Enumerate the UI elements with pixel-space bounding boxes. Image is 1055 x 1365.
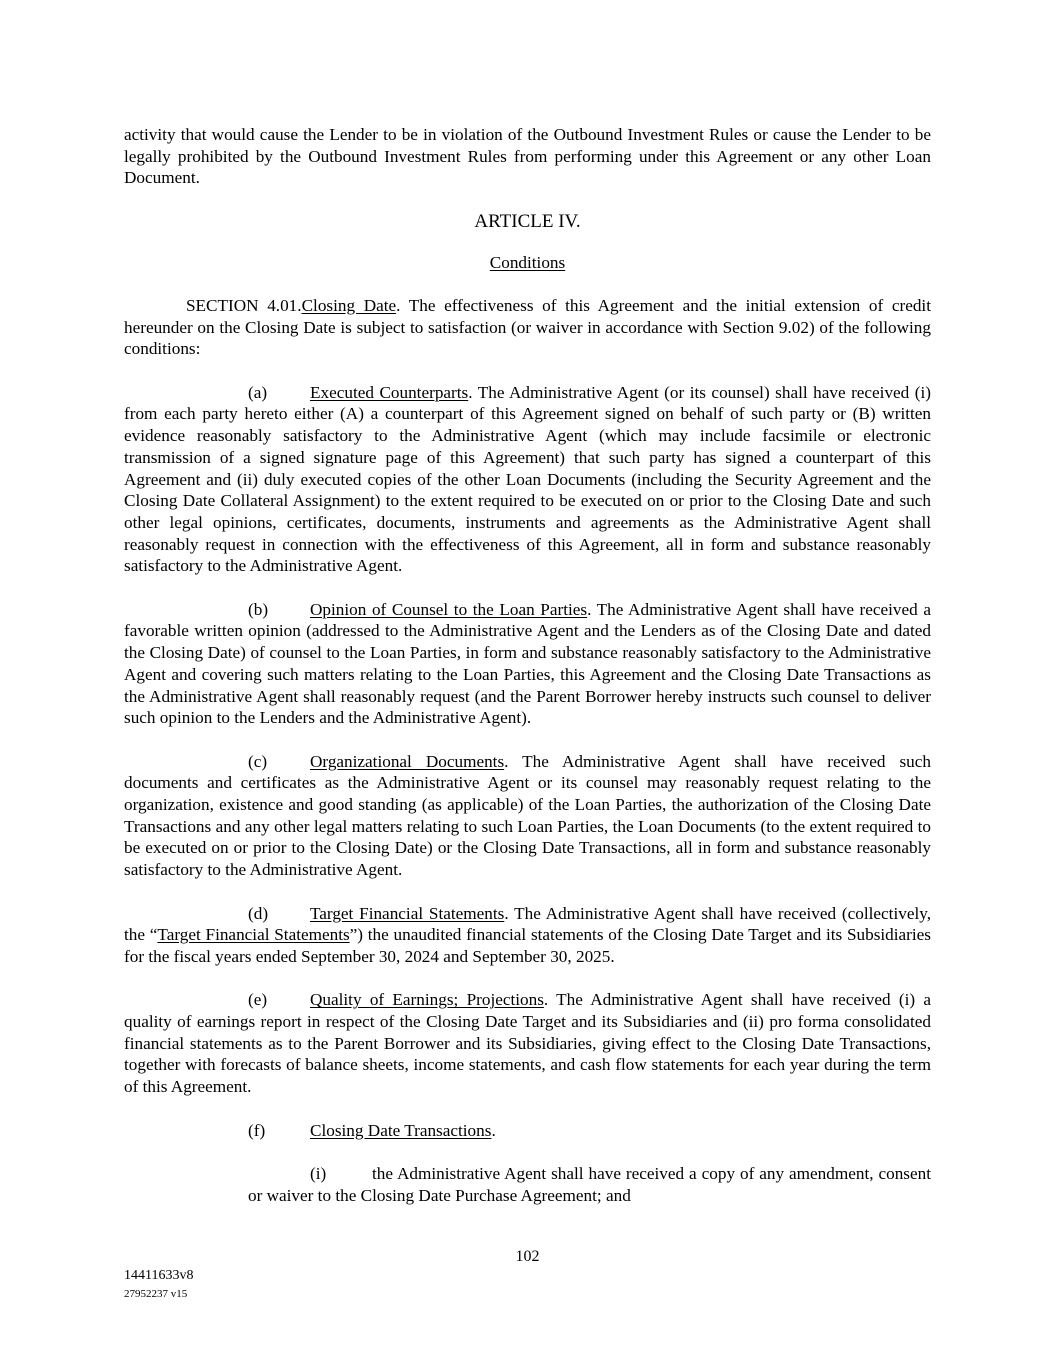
condition-d-title: Target Financial Statements (310, 903, 505, 923)
section-4-01 (124, 295, 931, 360)
condition-f-i-text: the Administrative Agent shall have received a copy of any amendment, consent or waiver to the Closing Date Purchase Agreement; and (248, 1163, 931, 1205)
condition-b-title: Opinion of Counsel to the Loan Parties (310, 599, 588, 619)
condition-e-text: . The Administrative Agent shall have received (i) a quality of earnings report in respect of the Closing Date Target and its Subsidiaries and (ii) pro forma consolidated financial statements as to the Parent Borrower and its Subsidiaries, giving effect to the Closing Date Transactions, together with forecasts of balance sheets, income statements, and cash flow statements for each year during the term of this Agreement. (124, 990, 931, 1097)
condition-d-defined-term: Target Financial Statements (157, 925, 350, 945)
footer-doc-id-2: 27952237 v15 (124, 1288, 188, 1300)
condition-b (124, 599, 931, 729)
condition-c-text: . The Administrative Agent shall have received such documents and certificates as the Administrative Agent or its counsel may reasonably request relating to the organization, existence and good standing (as applicable) of the Loan Parties, the authorization of the Closing Date Transactions and any other legal matters relating to such Loan Parties, the Loan Documents (to the extent required to be executed on or prior to the Closing Date) or the Closing Date Transactions, all in form and substance reasonably satisfactory to the Administrative Agent. (124, 751, 931, 880)
condition-a-text: . The Administrative Agent (or its counsel) shall have received (i) from each party hereto either (A) a counterpart of this Agreement signed on behalf of such party or (B) written evidence reasonably satisfactory to the Administrative Agent (which may include facsimile or electronic transmission of a signed signature page of this Agreement) that such party has signed a counterpart of this Agreement and (ii) duly executed copies of the other Loan Documents (including the Security Agreement and the Closing Date Collateral Assignment) to the extent required to be executed on or prior to the Closing Date and such other legal opinions, certificates, documents, instruments and agreements as the Administrative Agent shall reasonably request in connection with the effectiveness of this Agreement, all in form and substance reasonably satisfactory to the Administrative Agent. (124, 382, 931, 576)
section-number: SECTION 4.01. (186, 295, 302, 315)
article-heading (124, 252, 931, 274)
condition-a (124, 382, 931, 577)
condition-f-i-label: (i) (310, 1163, 327, 1183)
condition-e-label: (e) (248, 990, 268, 1010)
condition-f-i (248, 1163, 931, 1206)
article-title: ARTICLE IV. (474, 210, 581, 232)
condition-c-title: Organizational Documents (310, 751, 505, 771)
condition-d-text-after: ”) the unaudited financial statements of the Closing Date Target and its Subsidiaries for the fiscal years ended September 30, 2024 and September 30, 2025. (124, 925, 931, 966)
condition-f-text: . (491, 1120, 496, 1140)
section-text: . The effectiveness of this Agreement and the initial extension of credit hereunder on the Closing Date is subject to satisfaction (or waiver in accordance with Section 9.02) of the following conditions: (124, 295, 931, 359)
condition-e-title: Quality of Earnings; Projections (310, 990, 544, 1010)
condition-a-label: (a) (248, 382, 268, 402)
condition-d-label: (d) (248, 903, 269, 923)
condition-b-text: . The Administrative Agent shall have received a favorable written opinion (addressed to the Administrative Agent and the Lenders as of the Closing Date and dated the Closing Date) of counsel to the Loan Parties, in form and substance reasonably satisfactory to the Administrative Agent and covering such matters relating to the Loan Parties, this Agreement and the Closing Date Transactions as the Administrative Agent shall reasonably request (and the Parent Borrower hereby instructs such counsel to deliver such opinion to the Lenders and the Administrative Agent). (124, 599, 931, 728)
condition-f-title: Closing Date Transactions (310, 1120, 492, 1140)
condition-c (124, 751, 931, 881)
condition-a-title: Executed Counterparts (310, 382, 469, 402)
condition-d-text-before: . The Administrative Agent shall have received (collectively, the “ (124, 903, 931, 945)
intro-paragraph: activity that would cause the Lender to be in violation of the Outbound Investment Rules or cause the Lender to be legally prohibited by the Outbound Investment Rules from performing under this Agreement or any other Loan Document. (124, 125, 931, 188)
page-body (124, 124, 931, 1206)
article-heading-text: Conditions (489, 252, 566, 272)
condition-d (124, 903, 931, 968)
condition-c-label: (c) (248, 751, 268, 771)
condition-e (124, 989, 931, 1098)
page-number: 102 (515, 1248, 540, 1265)
condition-f-label: (f) (248, 1120, 266, 1140)
condition-f (124, 1120, 931, 1142)
footer-doc-id-1: 14411633v8 (124, 1268, 194, 1283)
condition-b-label: (b) (248, 599, 269, 619)
section-title: Closing Date (301, 295, 397, 315)
